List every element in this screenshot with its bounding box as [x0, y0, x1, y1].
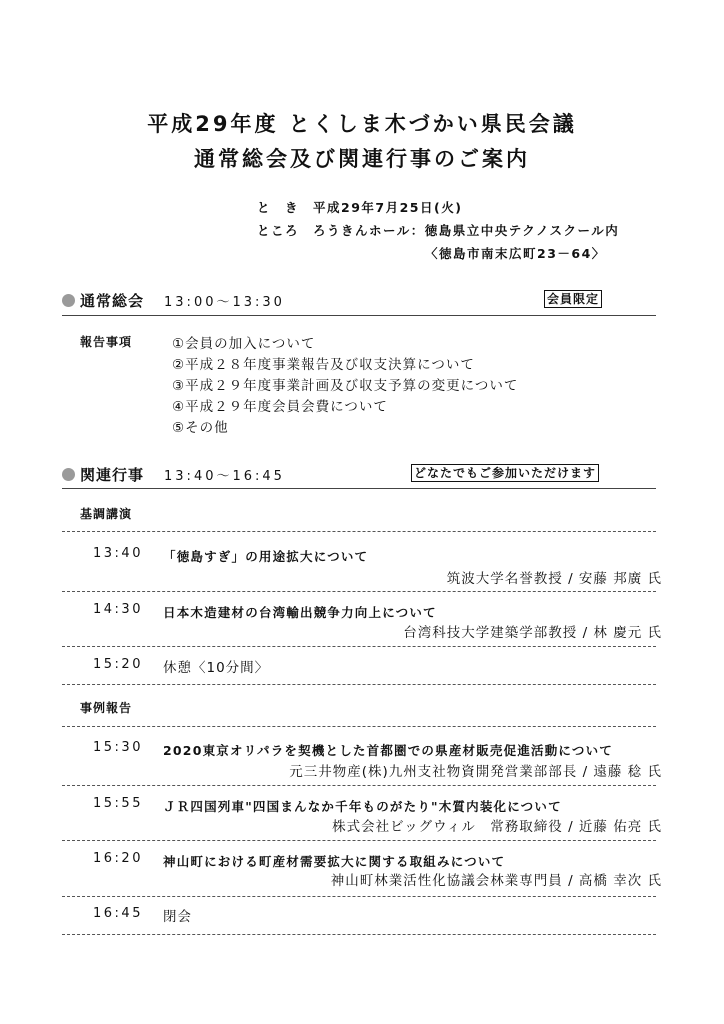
break-label: 休憩〈10分間〉: [163, 660, 270, 676]
event-topic: 日本木造建材の台湾輸出競争力向上について: [163, 605, 437, 620]
related-events-heading: [62, 464, 285, 485]
report-label: 報告事項: [80, 335, 133, 349]
related-events-title: 関連行事: [80, 466, 145, 484]
keynote-label: 基調講演: [80, 507, 133, 521]
general-meeting-title: 通常総会: [80, 292, 145, 310]
dashed-divider: [62, 646, 656, 647]
event-speaker: 株式会社ビッグウィル 常務取締役 / 近藤 佑亮 氏: [332, 819, 662, 835]
event-time: 13:40: [93, 546, 143, 561]
general-meeting-time: 13:00～13:30: [164, 295, 285, 310]
event-time: 16:45: [93, 906, 143, 921]
dashed-divider: [62, 785, 656, 786]
where-label: ところ: [257, 223, 300, 238]
dashed-divider: [62, 896, 656, 897]
dashed-divider: [62, 684, 656, 685]
report-item: ④平成２９年度会員会費について: [172, 399, 388, 415]
section-bullet-icon: [62, 468, 75, 481]
report-item: ②平成２８年度事業報告及び収支決算について: [172, 357, 475, 373]
case-report-label: 事例報告: [80, 701, 133, 715]
closing-label: 閉会: [163, 909, 192, 925]
dashed-divider: [62, 840, 656, 841]
dashed-divider: [62, 531, 656, 532]
where-value: ろうきんホール：徳島県立中央テクノスクール内: [313, 223, 620, 238]
event-topic: 2020東京オリパラを契機とした首都圏での県産材販売促進活動について: [163, 743, 613, 758]
event-time: 15:55: [93, 796, 143, 811]
when-label: と き: [257, 200, 300, 215]
open-to-all-badge: どなたでもご参加いただけます: [411, 464, 599, 482]
event-speaker: 筑波大学名誉教授 / 安藤 邦廣 氏: [446, 571, 662, 587]
title-line-1: 平成29年度 とくしま木づかい県民会議: [147, 112, 577, 136]
event-topic: 「徳島すぎ」の用途拡大について: [163, 549, 369, 564]
report-item: ①会員の加入について: [172, 336, 316, 352]
dashed-divider: [62, 591, 656, 592]
event-time: 15:20: [93, 657, 143, 672]
event-topic: 神山町における町産材需要拡大に関する取組みについて: [163, 854, 506, 869]
event-time: 16:20: [93, 851, 143, 866]
event-time: 14:30: [93, 602, 143, 617]
address: 〈徳島市南末広町23－64〉: [425, 246, 606, 261]
general-meeting-heading: [62, 290, 285, 311]
when-value: 平成29年7月25日(火): [313, 200, 463, 215]
report-item: ⑤その他: [172, 420, 229, 436]
section-bullet-icon: [62, 294, 75, 307]
section-divider: [62, 488, 656, 489]
event-speaker: 元三井物産(株)九州支社物資開発営業部部長 / 遠藤 稔 氏: [289, 764, 662, 780]
dashed-divider: [62, 934, 656, 935]
event-topic: ＪＲ四国列車"四国まんなか千年ものがたり"木質内装化について: [163, 799, 562, 814]
event-time: 15:30: [93, 740, 143, 755]
event-speaker: 台湾科技大学建築学部教授 / 林 慶元 氏: [403, 625, 662, 641]
title-line-2: 通常総会及び関連行事のご案内: [194, 147, 530, 171]
dashed-divider: [62, 726, 656, 727]
event-speaker: 神山町林業活性化協議会林業専門員 / 高橋 幸次 氏: [330, 873, 662, 889]
section-divider: [62, 315, 656, 316]
related-events-time: 13:40～16:45: [164, 469, 285, 484]
report-item: ③平成２９年度事業計画及び収支予算の変更について: [172, 378, 519, 394]
members-only-badge: 会員限定: [544, 290, 602, 308]
